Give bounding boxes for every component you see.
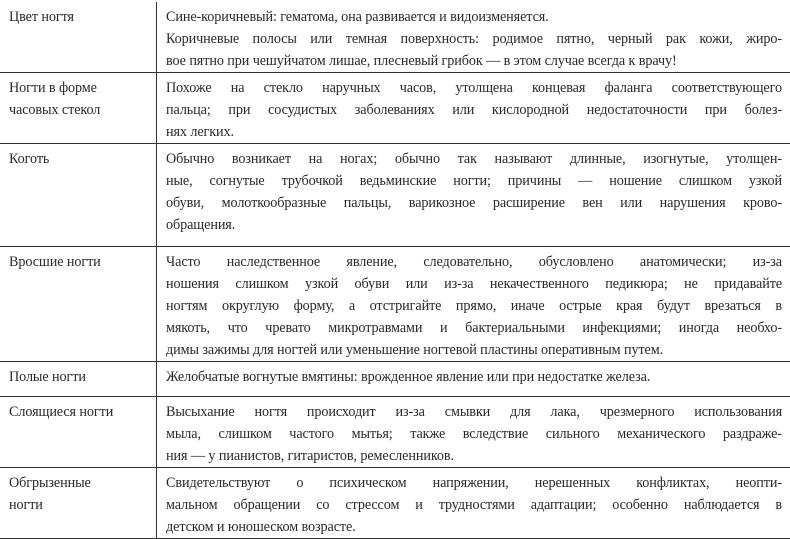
table-body <box>0 2 790 539</box>
term-cell <box>0 362 157 397</box>
description-cell <box>157 73 790 144</box>
description-cell <box>157 247 790 362</box>
table-row <box>0 397 790 468</box>
description-line: Похоже на стекло наручных часов, утолщена концевая фаланга соответствующего <box>166 77 782 99</box>
description-line: обращения. <box>166 214 782 236</box>
description-line: Обычно возникает на ногах; обычно так называют длинные, изогнутые, утолщен- <box>166 148 782 170</box>
table-row <box>0 144 790 247</box>
description-line: ногтям округлую форму, а отстригайте прямо, иначе острые края будут врезаться в <box>166 295 782 317</box>
description-line: Часто наследственное явление, следовательно, обусловлено анатомически; из-за <box>166 251 782 273</box>
term-line: Полые ногти <box>9 366 148 388</box>
table-row <box>0 362 790 397</box>
term-cell <box>0 73 157 144</box>
term-line: Слоящиеся ногти <box>9 401 148 423</box>
description-line: ношения слишком узкой обуви или из-за некачественного педикюра; не придавайте <box>166 273 782 295</box>
term-line: Коготь <box>9 148 148 170</box>
description-line: детском и юношеском возрасте. <box>166 516 782 538</box>
description-line: мальном обращении со стрессом и трудностями адаптации; особенно наблюдается в <box>166 494 782 516</box>
description-line: обуви, молоткообразные пальцы, варикозное расширение вен или нарушения крово- <box>166 192 782 214</box>
description-line: димы зажимы для ногтей или уменьшение ногтевой пластины оперативным путем. <box>166 339 782 361</box>
term-line: Обгрызенные <box>9 472 148 494</box>
description-line: мыла, слишком частого мытья; также вследствие сильного механического раздраже- <box>166 423 782 445</box>
table-row <box>0 73 790 144</box>
description-line: ные, согнутые трубочкой ведьминские ногти; причины — ношение слишком узкой <box>166 170 782 192</box>
description-line: Высыхание ногтя происходит из-за смывки для лака, чрезмерного использования <box>166 401 782 423</box>
description-cell <box>157 362 790 397</box>
description-cell <box>157 397 790 468</box>
description-cell <box>157 144 790 247</box>
term-line: ногти <box>9 494 148 516</box>
term-line: Цвет ногтя <box>9 6 148 28</box>
description-line: нях легких. <box>166 121 782 143</box>
term-cell <box>0 144 157 247</box>
term-cell <box>0 247 157 362</box>
term-line: часовых стекол <box>9 99 148 121</box>
description-cell <box>157 468 790 539</box>
table-row <box>0 468 790 539</box>
description-line: ния — у пианистов, гитаристов, ремесленников. <box>166 445 782 467</box>
term-cell <box>0 397 157 468</box>
table-row <box>0 2 790 73</box>
description-line: пальца; при сосудистых заболеваниях или кислородной недостаточности при болез- <box>166 99 782 121</box>
description-line: мякоть, что чревато микротравмами и бактериальными инфекциями; иногда необхо- <box>166 317 782 339</box>
table-row <box>0 247 790 362</box>
term-line: Ногти в форме <box>9 77 148 99</box>
term-line: Вросшие ногти <box>9 251 148 273</box>
description-line: вое пятно при чешуйчатом лишае, плесневый грибок — в этом случае всегда к врачу! <box>166 50 782 72</box>
description-line: Коричневые полосы или темная поверхность: родимое пятно, черный рак кожи, жиро- <box>166 28 782 50</box>
description-line: Сине-коричневый: гематома, она развивается и видоизменяется. <box>166 6 782 28</box>
description-line: Свидетельствуют о психическом напряжении, нерешенных конфликтах, неопти- <box>166 472 782 494</box>
term-cell <box>0 2 157 73</box>
nail-conditions-table <box>0 2 790 539</box>
term-cell <box>0 468 157 539</box>
description-line: Желобчатые вогнутые вмятины: врожденное явление или при недостатке железа. <box>166 366 782 388</box>
description-cell <box>157 2 790 73</box>
